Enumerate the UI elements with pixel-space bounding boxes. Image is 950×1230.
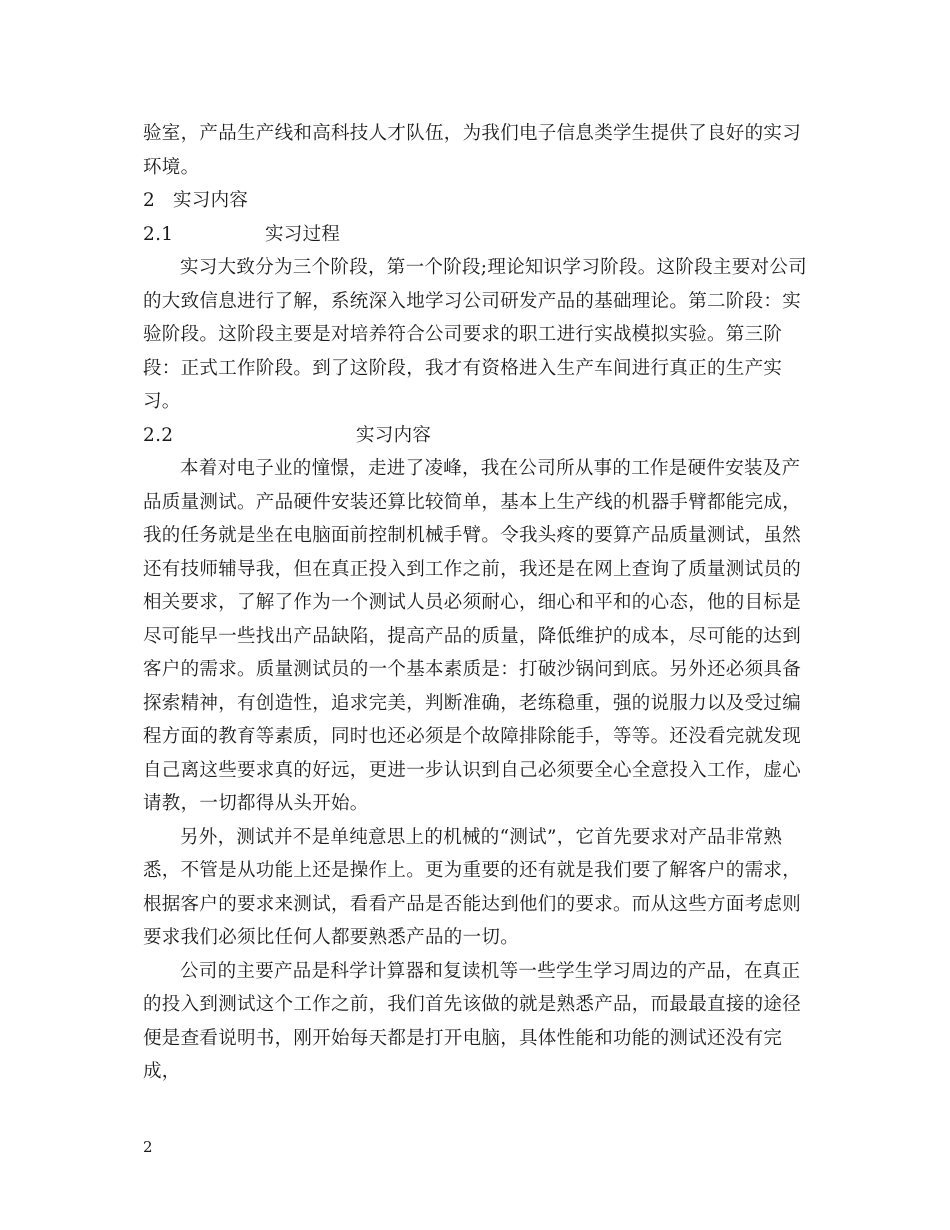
- paragraph-content-2: 另外，测试并不是单纯意思上的机械的“测试”，它首先要求对产品非常熟悉，不管是从功能上还是操作上。更为重要的还有就是我们要了解客户的需求，根据客户的要求来测试，看看产品是否能达到他们的要求。而从这些方面考虑则要求我们必须比任何人都要熟悉产品的一切。: [143, 826, 802, 948]
- section-heading-2-1: [143, 218, 815, 252]
- page-number: 2: [143, 1138, 153, 1156]
- paragraph-process: 实习大致分为三个阶段，第一个阶段;理论知识学习阶段。这阶段主要对公司的大致信息进行了解，系统深入地学习公司研发产品的基础理论。第二阶段：实验阶段。这阶段主要是对培养符合公司要求的职工进行实战模拟实验。第三阶段：正式工作阶段。到了这阶段，我才有资格进入生产车间进行真正的生产实习。: [143, 257, 807, 412]
- section-title: 实习过程: [265, 223, 341, 245]
- section-title: 实习内容: [173, 190, 249, 211]
- continuation-paragraph: 验室，产品生产线和高科技人才队伍，为我们电子信息类学生提供了良好的实习环境。: [143, 123, 802, 178]
- document-body: [143, 117, 815, 1089]
- section-heading-2: [143, 184, 815, 218]
- section-title: 实习内容: [356, 424, 432, 446]
- section-number: 2.2: [143, 424, 174, 446]
- paragraph-content-3: 公司的主要产品是科学计算器和复读机等一些学生学习周边的产品，在真正的投入到测试这个工作之前，我们首先该做的就是熟悉产品，而最最直接的途径便是查看说明书，刚开始每天都是打开电脑，具体性能和功能的测试还没有完成，: [143, 960, 802, 1082]
- paragraph-content-1: 本着对电子业的憧憬，走进了凌峰，我在公司所从事的工作是硬件安装及产品质量测试。产品硬件安装还算比较简单，基本上生产线的机器手臂都能完成，我的任务就是坐在电脑面前控制机械手臂。令我头疼的要算产品质量测试，虽然还有技师辅导我，但在真正投入到工作之前，我还是在网上查询了质量测试员的相关要求，了解了作为一个测试人员必须耐心，细心和平和的心态，他的目标是尽可能早一些找出产品缺陷，提高产品的质量，降低维护的成本，尽可能的达到客户的需求。质量测试员的一个基本素质是：打破沙锅问到底。另外还必须具备探索精神，有创造性，追求完美，判断准确，老练稳重，强的说服力以及受过编程方面的教育等素质，同时也还必须是个故障排除能手，等等。还没看完就发现自己离这些要求真的好远，更进一步认识到自己必须要全心全意投入工作，虚心请教，一切都得从头开始。: [143, 458, 802, 814]
- section-number: 2: [143, 190, 156, 211]
- section-number: 2.1: [143, 223, 174, 245]
- section-heading-2-2: [143, 419, 815, 453]
